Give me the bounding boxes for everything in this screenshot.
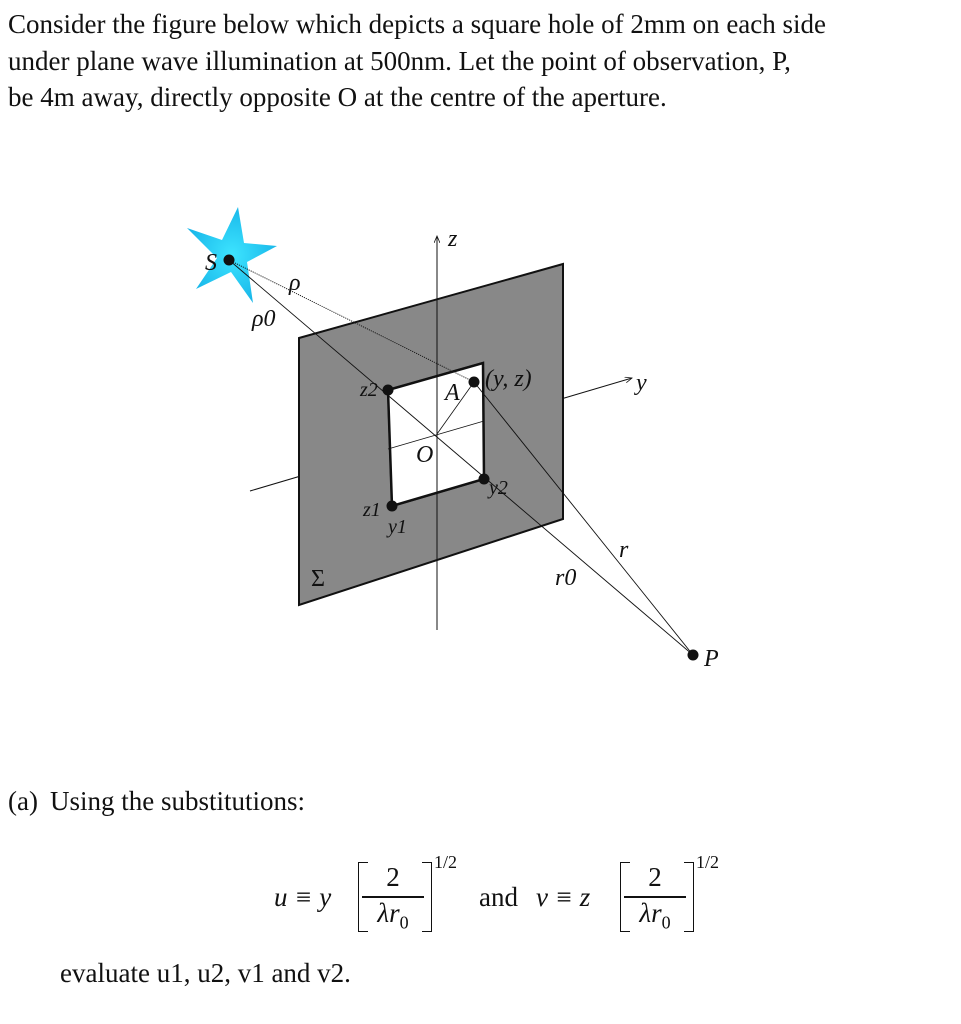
right-bracket xyxy=(422,862,432,932)
numerator-u: 2 xyxy=(386,862,400,892)
label-y2: y2 xyxy=(489,477,508,499)
part-a-text: Using the substitutions: xyxy=(49,786,305,816)
label-p: P xyxy=(704,646,719,672)
label-r0: r0 xyxy=(555,565,577,591)
right-bracket xyxy=(684,862,694,932)
denominator-u-sub: 0 xyxy=(399,912,409,933)
label-z2: z2 xyxy=(360,379,378,401)
denominator-u xyxy=(358,898,428,933)
label-a-coords: (y, z) xyxy=(485,366,532,392)
label-o: O xyxy=(416,442,434,468)
label-y1: y1 xyxy=(388,516,407,538)
point-a xyxy=(469,377,480,388)
star-icon xyxy=(187,207,277,303)
exponent-v: 1/2 xyxy=(696,852,720,872)
numerator-v: 2 xyxy=(648,862,662,892)
and-word: and xyxy=(479,882,518,912)
intro-line-1: Consider the figure below which depicts a square hole of 2mm on each side xyxy=(8,9,827,39)
part-a-heading xyxy=(8,786,305,817)
observer-point xyxy=(688,650,699,661)
label-a: A xyxy=(445,380,460,406)
denominator-v-main: λr xyxy=(639,898,662,928)
label-rho: ρ xyxy=(289,270,301,296)
corner-z1 xyxy=(387,501,398,512)
intro-line-3: be 4m away, directly opposite O at the centre of the aperture. xyxy=(8,82,667,112)
corner-y2 xyxy=(479,474,490,485)
exponent-u: 1/2 xyxy=(434,852,458,872)
u-definition: u ≡ y xyxy=(274,882,332,912)
label-r: r xyxy=(619,537,629,563)
label-z-axis: z xyxy=(448,226,458,252)
evaluate-instruction: evaluate u1, u2, v1 and v2. xyxy=(60,958,351,988)
denominator-v-sub: 0 xyxy=(661,912,671,933)
source-point xyxy=(224,255,235,266)
label-rho0: ρ0 xyxy=(252,306,276,332)
intro-line-2: under plane wave illumination at 500nm. Let the point of observation, P, xyxy=(8,45,791,76)
label-sigma: Σ xyxy=(311,566,325,592)
denominator-u-main: λr xyxy=(377,898,400,928)
v-definition: v ≡ z xyxy=(536,882,591,912)
denominator-v xyxy=(620,898,690,933)
part-a-tag: (a) xyxy=(8,786,38,816)
label-z1: z1 xyxy=(363,499,381,521)
corner-z2 xyxy=(383,385,394,396)
label-s: S xyxy=(205,250,217,276)
substitution-formula xyxy=(274,848,754,948)
label-y-axis: y xyxy=(636,370,647,396)
